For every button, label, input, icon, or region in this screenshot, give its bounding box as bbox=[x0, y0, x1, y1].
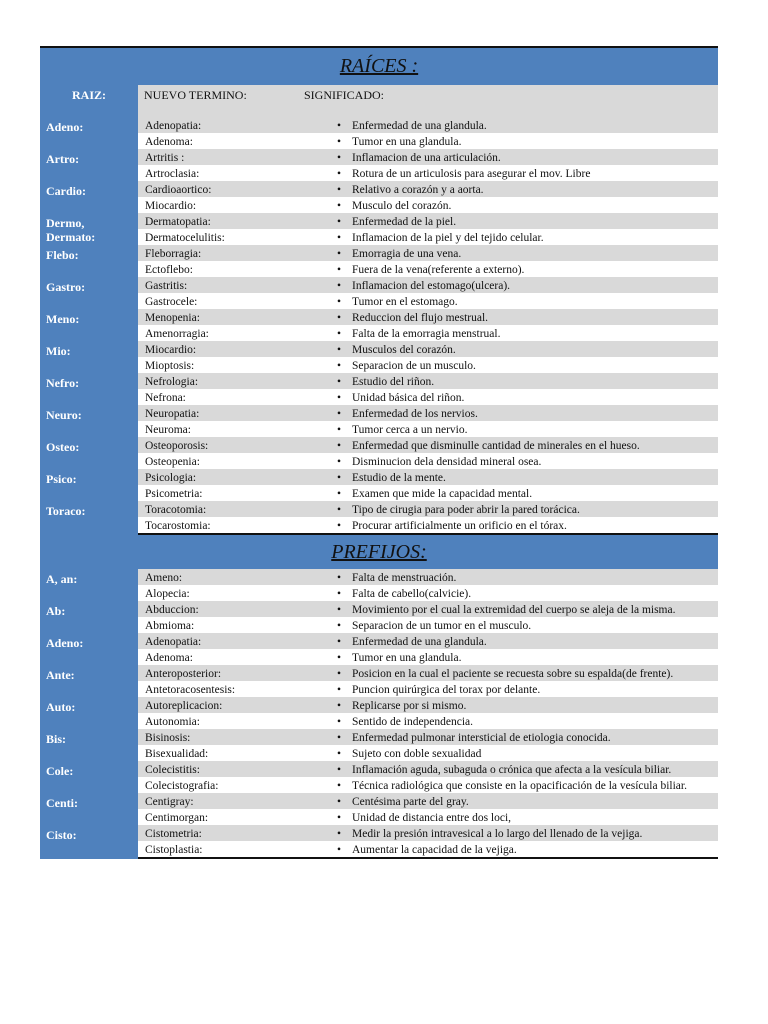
glossary-entry bbox=[40, 633, 718, 665]
meaning-item bbox=[326, 133, 718, 149]
term-row bbox=[138, 745, 718, 761]
glossary-entry bbox=[40, 373, 718, 405]
meaning-text: Medir la presión intravesical a lo largo del llenado de la vejiga. bbox=[352, 828, 643, 840]
meaning-item bbox=[326, 501, 718, 517]
meaning-column-header: SIGNIFICADO: bbox=[304, 88, 385, 102]
bullet-icon: • bbox=[336, 588, 342, 600]
meaning-text: Unidad básica del riñon. bbox=[352, 392, 465, 404]
term-label: Bisinosis: bbox=[145, 732, 191, 744]
meaning-text: Posicion en la cual el paciente se recuesta sobre su espalda(de frente). bbox=[352, 668, 674, 680]
meaning-text: Falta de la emorragia menstrual. bbox=[352, 328, 501, 340]
meaning-item bbox=[326, 261, 718, 277]
meaning-item bbox=[326, 665, 718, 681]
meaning-text: Falta de menstruación. bbox=[352, 572, 457, 584]
term-label: Colecistografia: bbox=[145, 780, 219, 792]
term-row bbox=[138, 421, 718, 437]
glossary-entry bbox=[40, 569, 718, 601]
bullet-icon: • bbox=[336, 216, 342, 228]
bullet-icon: • bbox=[336, 828, 342, 840]
term-label: Centigray: bbox=[145, 796, 194, 808]
meaning-text: Enfermedad de los nervios. bbox=[352, 408, 478, 420]
root-label: Adeno: bbox=[40, 633, 138, 665]
meaning-item bbox=[326, 793, 718, 809]
meaning-text: Emorragia de una vena. bbox=[352, 248, 462, 260]
term-row bbox=[138, 633, 718, 649]
term-row bbox=[138, 341, 718, 357]
term-label: Adenoma: bbox=[145, 652, 193, 664]
term-row bbox=[138, 197, 718, 213]
term-row bbox=[138, 665, 718, 681]
meaning-text: Falta de cabello(calvicie). bbox=[352, 588, 472, 600]
bullet-icon: • bbox=[336, 700, 342, 712]
root-label: Meno: bbox=[40, 309, 138, 341]
meaning-item bbox=[326, 569, 718, 585]
bullet-icon: • bbox=[336, 136, 342, 148]
term-row bbox=[138, 825, 718, 841]
bullet-icon: • bbox=[336, 472, 342, 484]
term-label: Miocardio: bbox=[145, 344, 197, 356]
bullet-icon: • bbox=[336, 844, 342, 856]
meaning-text: Inflamacion del estomago(ulcera). bbox=[352, 280, 511, 292]
root-label: Centi: bbox=[40, 793, 138, 825]
term-label: Autoreplicacion: bbox=[145, 700, 223, 712]
glossary-entry bbox=[40, 309, 718, 341]
term-label: Anteroposterior: bbox=[145, 668, 222, 680]
meaning-item bbox=[326, 229, 718, 245]
meaning-item bbox=[326, 197, 718, 213]
term-label: Neuropatia: bbox=[145, 408, 200, 420]
roots-list bbox=[40, 117, 718, 535]
term-row bbox=[138, 681, 718, 697]
term-row bbox=[138, 617, 718, 633]
meaning-text: Enfermedad que disminulle cantidad de minerales en el hueso. bbox=[352, 440, 640, 452]
entry-rows bbox=[138, 373, 718, 405]
meaning-text: Enfermedad de una glandula. bbox=[352, 120, 487, 132]
meaning-text: Fuera de la vena(referente a externo). bbox=[352, 264, 525, 276]
bullet-icon: • bbox=[336, 652, 342, 664]
meaning-text: Inflamacion de una articulación. bbox=[352, 152, 501, 164]
meaning-item bbox=[326, 777, 718, 793]
term-row bbox=[138, 373, 718, 389]
entry-rows bbox=[138, 245, 718, 277]
root-label: Cardio: bbox=[40, 181, 138, 213]
meaning-text: Enfermedad de una glandula. bbox=[352, 636, 487, 648]
bullet-icon: • bbox=[336, 456, 342, 468]
bullet-icon: • bbox=[336, 716, 342, 728]
root-label: Dermo, Dermato: bbox=[40, 213, 138, 245]
prefixes-title: PREFIJOS: bbox=[331, 540, 427, 563]
term-column-header: NUEVO TERMINO: bbox=[144, 88, 247, 102]
meaning-text: Estudio del riñon. bbox=[352, 376, 435, 388]
entry-rows bbox=[138, 501, 718, 535]
bullet-icon: • bbox=[336, 504, 342, 516]
term-row bbox=[138, 309, 718, 325]
meaning-item bbox=[326, 485, 718, 501]
root-label: Adeno: bbox=[40, 117, 138, 149]
meaning-text: Examen que mide la capacidad mental. bbox=[352, 488, 533, 500]
bullet-icon: • bbox=[336, 120, 342, 132]
bullet-icon: • bbox=[336, 344, 342, 356]
term-label: Menopenia: bbox=[145, 312, 200, 324]
meaning-item bbox=[326, 117, 718, 133]
entry-rows bbox=[138, 437, 718, 469]
term-label: Bisexualidad: bbox=[145, 748, 209, 760]
meaning-item bbox=[326, 601, 718, 617]
bullet-icon: • bbox=[336, 780, 342, 792]
term-label: Artritis : bbox=[145, 152, 185, 164]
bullet-icon: • bbox=[336, 668, 342, 680]
term-label: Neuroma: bbox=[145, 424, 191, 436]
term-row bbox=[138, 469, 718, 485]
meaning-item bbox=[326, 373, 718, 389]
entry-rows bbox=[138, 149, 718, 181]
bullet-icon: • bbox=[336, 796, 342, 808]
bullet-icon: • bbox=[336, 200, 342, 212]
term-row bbox=[138, 697, 718, 713]
meaning-item bbox=[326, 469, 718, 485]
bullet-icon: • bbox=[336, 408, 342, 420]
term-label: Centimorgan: bbox=[145, 812, 209, 824]
entry-rows bbox=[138, 181, 718, 213]
meaning-text: Centésima parte del gray. bbox=[352, 796, 469, 808]
meaning-text: Técnica radiológica que consiste en la opacificación de la vesícula biliar. bbox=[352, 780, 687, 792]
meaning-item bbox=[326, 277, 718, 293]
meaning-text: Separacion de un musculo. bbox=[352, 360, 476, 372]
term-row bbox=[138, 569, 718, 585]
root-label: Artro: bbox=[40, 149, 138, 181]
root-label: Osteo: bbox=[40, 437, 138, 469]
meaning-text: Movimiento por el cual la extremidad del cuerpo se aleja de la misma. bbox=[352, 604, 676, 616]
bullet-icon: • bbox=[336, 620, 342, 632]
column-headers bbox=[40, 85, 718, 117]
term-row bbox=[138, 325, 718, 341]
entry-rows bbox=[138, 825, 718, 859]
bullet-icon: • bbox=[336, 764, 342, 776]
term-row bbox=[138, 133, 718, 149]
bullet-icon: • bbox=[336, 488, 342, 500]
entry-rows bbox=[138, 117, 718, 149]
glossary-document bbox=[40, 46, 718, 859]
root-label: Cole: bbox=[40, 761, 138, 793]
root-label: Neuro: bbox=[40, 405, 138, 437]
meaning-text: Unidad de distancia entre dos loci, bbox=[352, 812, 512, 824]
bullet-icon: • bbox=[336, 168, 342, 180]
meaning-item bbox=[326, 341, 718, 357]
term-label: Toracotomia: bbox=[145, 504, 207, 516]
bullet-icon: • bbox=[336, 376, 342, 388]
term-label: Miocardio: bbox=[145, 200, 197, 212]
term-row bbox=[138, 389, 718, 405]
meaning-item bbox=[326, 729, 718, 745]
meaning-item bbox=[326, 165, 718, 181]
bullet-icon: • bbox=[336, 520, 342, 532]
bullet-icon: • bbox=[336, 392, 342, 404]
glossary-entry bbox=[40, 601, 718, 633]
root-label: Ante: bbox=[40, 665, 138, 697]
term-label: Gastritis: bbox=[145, 280, 188, 292]
meaning-item bbox=[326, 649, 718, 665]
term-label: Gastrocele: bbox=[145, 296, 198, 308]
glossary-entry bbox=[40, 469, 718, 501]
meaning-item bbox=[326, 293, 718, 309]
term-row bbox=[138, 649, 718, 665]
prefixes-section-header bbox=[40, 535, 718, 569]
term-row bbox=[138, 229, 718, 245]
term-row bbox=[138, 841, 718, 857]
term-label: Fleborragia: bbox=[145, 248, 202, 260]
term-label: Ectoflebo: bbox=[145, 264, 193, 276]
root-label: Psico: bbox=[40, 469, 138, 501]
entry-rows bbox=[138, 633, 718, 665]
meaning-item bbox=[326, 617, 718, 633]
glossary-entry bbox=[40, 501, 718, 535]
glossary-entry bbox=[40, 341, 718, 373]
entry-rows bbox=[138, 405, 718, 437]
bullet-icon: • bbox=[336, 280, 342, 292]
meaning-item bbox=[326, 809, 718, 825]
bullet-icon: • bbox=[336, 296, 342, 308]
glossary-entry bbox=[40, 181, 718, 213]
glossary-entry bbox=[40, 761, 718, 793]
term-row bbox=[138, 149, 718, 165]
bullet-icon: • bbox=[336, 328, 342, 340]
term-row bbox=[138, 517, 718, 533]
root-label: Bis: bbox=[40, 729, 138, 761]
meaning-text: Puncion quirúrgica del torax por delante. bbox=[352, 684, 541, 696]
term-label: Dermatopatia: bbox=[145, 216, 211, 228]
term-label: Tocarostomia: bbox=[145, 520, 211, 532]
glossary-entry bbox=[40, 245, 718, 277]
entry-rows bbox=[138, 697, 718, 729]
entry-rows bbox=[138, 569, 718, 601]
meaning-item bbox=[326, 825, 718, 841]
entry-rows bbox=[138, 761, 718, 793]
term-label: Autonomia: bbox=[145, 716, 200, 728]
bullet-icon: • bbox=[336, 152, 342, 164]
term-label: Cardioaortico: bbox=[145, 184, 212, 196]
term-label: Adenopatia: bbox=[145, 120, 202, 132]
glossary-entry bbox=[40, 729, 718, 761]
meaning-text: Sujeto con doble sexualidad bbox=[352, 748, 482, 760]
meaning-text: Disminucion dela densidad mineral osea. bbox=[352, 456, 542, 468]
meaning-text: Tumor cerca a un nervio. bbox=[352, 424, 468, 436]
root-label: Mio: bbox=[40, 341, 138, 373]
meaning-text: Separacion de un tumor en el musculo. bbox=[352, 620, 532, 632]
meaning-item bbox=[326, 309, 718, 325]
meaning-text: Tumor en una glandula. bbox=[352, 136, 462, 148]
term-label: Psicologia: bbox=[145, 472, 197, 484]
term-label: Abduccion: bbox=[145, 604, 199, 616]
term-label: Abmioma: bbox=[145, 620, 195, 632]
term-row bbox=[138, 485, 718, 501]
term-label: Adenopatia: bbox=[145, 636, 202, 648]
meaning-text: Aumentar la capacidad de la vejiga. bbox=[352, 844, 517, 856]
meaning-item bbox=[326, 761, 718, 777]
bullet-icon: • bbox=[336, 248, 342, 260]
meaning-text: Tumor en una glandula. bbox=[352, 652, 462, 664]
term-label: Mioptosis: bbox=[145, 360, 195, 372]
bullet-icon: • bbox=[336, 636, 342, 648]
entry-rows bbox=[138, 309, 718, 341]
meaning-item bbox=[326, 389, 718, 405]
bullet-icon: • bbox=[336, 184, 342, 196]
bullet-icon: • bbox=[336, 360, 342, 372]
root-label: Flebo: bbox=[40, 245, 138, 277]
term-label: Psicometria: bbox=[145, 488, 203, 500]
term-row bbox=[138, 277, 718, 293]
meaning-text: Estudio de la mente. bbox=[352, 472, 446, 484]
term-row bbox=[138, 213, 718, 229]
meaning-text: Inflamación aguda, subaguda o crónica que afecta a la vesícula biliar. bbox=[352, 764, 672, 776]
term-row bbox=[138, 357, 718, 373]
bullet-icon: • bbox=[336, 312, 342, 324]
root-label: A, an: bbox=[40, 569, 138, 601]
bullet-icon: • bbox=[336, 732, 342, 744]
term-row bbox=[138, 293, 718, 309]
meaning-item bbox=[326, 633, 718, 649]
meaning-text: Enfermedad pulmonar intersticial de etiologia conocida. bbox=[352, 732, 611, 744]
meaning-item bbox=[326, 245, 718, 261]
term-row bbox=[138, 245, 718, 261]
glossary-entry bbox=[40, 825, 718, 859]
term-label: Colecistitis: bbox=[145, 764, 200, 776]
term-label: Nefrologia: bbox=[145, 376, 199, 388]
entry-rows bbox=[138, 729, 718, 761]
meaning-item bbox=[326, 517, 718, 533]
meaning-text: Tipo de cirugia para poder abrir la pared torácica. bbox=[352, 504, 580, 516]
glossary-entry bbox=[40, 793, 718, 825]
term-row bbox=[138, 777, 718, 793]
term-row bbox=[138, 601, 718, 617]
entry-rows bbox=[138, 213, 718, 245]
term-row bbox=[138, 165, 718, 181]
bullet-icon: • bbox=[336, 748, 342, 760]
entry-rows bbox=[138, 341, 718, 373]
root-label: Auto: bbox=[40, 697, 138, 729]
term-row bbox=[138, 809, 718, 825]
meaning-text: Musculo del corazón. bbox=[352, 200, 452, 212]
meaning-item bbox=[326, 213, 718, 229]
entry-rows bbox=[138, 469, 718, 501]
meaning-item bbox=[326, 149, 718, 165]
glossary-entry bbox=[40, 437, 718, 469]
meaning-text: Inflamacion de la piel y del tejido celular. bbox=[352, 232, 544, 244]
root-label: Gastro: bbox=[40, 277, 138, 309]
glossary-entry bbox=[40, 697, 718, 729]
term-row bbox=[138, 117, 718, 133]
term-row bbox=[138, 729, 718, 745]
term-label: Ameno: bbox=[145, 572, 183, 584]
term-row bbox=[138, 501, 718, 517]
bullet-icon: • bbox=[336, 440, 342, 452]
term-label: Amenorragia: bbox=[145, 328, 209, 340]
bullet-icon: • bbox=[336, 264, 342, 276]
entry-rows bbox=[138, 793, 718, 825]
meaning-text: Enfermedad de la piel. bbox=[352, 216, 457, 228]
meaning-item bbox=[326, 745, 718, 761]
term-row bbox=[138, 261, 718, 277]
entry-rows bbox=[138, 665, 718, 697]
term-label: Cistoplastia: bbox=[145, 844, 203, 856]
term-row bbox=[138, 405, 718, 421]
term-row bbox=[138, 453, 718, 469]
prefixes-list bbox=[40, 569, 718, 859]
meaning-item bbox=[326, 585, 718, 601]
term-label: Nefrona: bbox=[145, 392, 186, 404]
root-label: Nefro: bbox=[40, 373, 138, 405]
meaning-text: Relativo a corazón y a aorta. bbox=[352, 184, 484, 196]
meaning-text: Sentido de independencia. bbox=[352, 716, 474, 728]
term-row bbox=[138, 713, 718, 729]
term-label: Osteoporosis: bbox=[145, 440, 209, 452]
glossary-entry bbox=[40, 665, 718, 697]
root-label: Toraco: bbox=[40, 501, 138, 535]
root-label: Ab: bbox=[40, 601, 138, 633]
root-column-header: RAIZ: bbox=[40, 85, 138, 117]
glossary-entry bbox=[40, 213, 718, 245]
bullet-icon: • bbox=[336, 424, 342, 436]
glossary-entry bbox=[40, 117, 718, 149]
meaning-item bbox=[326, 405, 718, 421]
term-label: Alopecia: bbox=[145, 588, 190, 600]
meaning-text: Musculos del corazón. bbox=[352, 344, 456, 356]
root-label: Cisto: bbox=[40, 825, 138, 859]
roots-section-header bbox=[40, 46, 718, 85]
bullet-icon: • bbox=[336, 232, 342, 244]
term-meaning-header bbox=[138, 85, 718, 117]
roots-title: RAÍCES : bbox=[339, 55, 419, 77]
meaning-item bbox=[326, 181, 718, 197]
meaning-item bbox=[326, 453, 718, 469]
term-row bbox=[138, 181, 718, 197]
meaning-item bbox=[326, 681, 718, 697]
bullet-icon: • bbox=[336, 684, 342, 696]
meaning-item bbox=[326, 713, 718, 729]
entry-rows bbox=[138, 601, 718, 633]
bullet-icon: • bbox=[336, 812, 342, 824]
glossary-entry bbox=[40, 149, 718, 181]
bullet-icon: • bbox=[336, 572, 342, 584]
term-label: Antetoracosentesis: bbox=[145, 684, 236, 696]
term-row bbox=[138, 793, 718, 809]
glossary-entry bbox=[40, 277, 718, 309]
term-row bbox=[138, 761, 718, 777]
term-row bbox=[138, 585, 718, 601]
meaning-item bbox=[326, 325, 718, 341]
meaning-text: Reduccion del flujo mestrual. bbox=[352, 312, 489, 324]
glossary-entry bbox=[40, 405, 718, 437]
meaning-item bbox=[326, 697, 718, 713]
meaning-text: Rotura de un articulosis para asegurar el mov. Libre bbox=[352, 168, 591, 180]
meaning-text: Replicarse por si mismo. bbox=[352, 700, 467, 712]
meaning-text: Procurar artificialmente un orificio en el tórax. bbox=[352, 520, 567, 532]
entry-rows bbox=[138, 277, 718, 309]
term-label: Cistometria: bbox=[145, 828, 202, 840]
term-label: Artroclasia: bbox=[145, 168, 200, 180]
meaning-item bbox=[326, 841, 718, 857]
term-label: Osteopenia: bbox=[145, 456, 200, 468]
bullet-icon: • bbox=[336, 604, 342, 616]
meaning-item bbox=[326, 357, 718, 373]
term-row bbox=[138, 437, 718, 453]
meaning-item bbox=[326, 437, 718, 453]
term-label: Dermatocelulitis: bbox=[145, 232, 225, 244]
term-label: Adenoma: bbox=[145, 136, 193, 148]
meaning-item bbox=[326, 421, 718, 437]
meaning-text: Tumor en el estomago. bbox=[352, 296, 458, 308]
